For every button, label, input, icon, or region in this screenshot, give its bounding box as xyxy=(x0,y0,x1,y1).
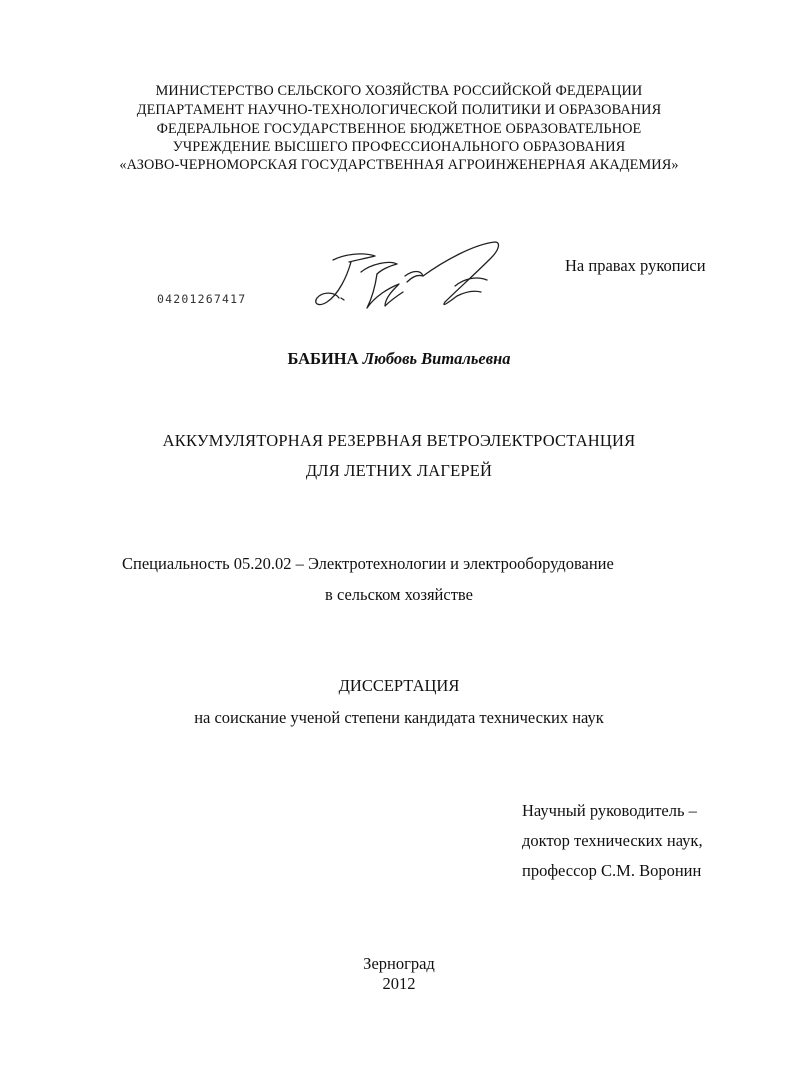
author-given-names: Любовь Витальевна xyxy=(362,349,511,368)
author-surname: БАБИНА xyxy=(287,349,359,368)
supervisor-degree: доктор технических наук, xyxy=(522,831,703,850)
document-type-subheading: на соискание ученой степени кандидата технических наук xyxy=(194,708,604,727)
footer-city: Зерноград xyxy=(363,954,435,973)
signature-stroke-7 xyxy=(423,242,498,304)
document-type-heading: ДИССЕРТАЦИЯ xyxy=(338,676,460,695)
signature-stroke-6 xyxy=(405,272,423,283)
specialty-line1: Специальность 05.20.02 – Электротехнологии и электрооборудование xyxy=(122,554,614,573)
manuscript-rights-note: На правах рукописи xyxy=(565,256,706,275)
registration-number: 04201267417 xyxy=(157,292,247,306)
signature-stroke-5 xyxy=(367,274,403,308)
handwritten-signature xyxy=(305,236,505,326)
signature-stroke-2 xyxy=(316,262,351,305)
header-line-department: ДЕПАРТАМЕНТ НАУЧНО-ТЕХНОЛОГИЧЕСКОЙ ПОЛИТИКИ И ОБРАЗОВАНИЯ xyxy=(136,102,662,118)
specialty-line2: в сельском хозяйстве xyxy=(325,585,473,604)
header-line-academy: «АЗОВО-ЧЕРНОМОРСКАЯ ГОСУДАРСТВЕННАЯ АГРОИНЖЕНЕРНАЯ АКАДЕМИЯ» xyxy=(119,157,679,173)
signature-stroke-3 xyxy=(341,298,344,300)
supervisor-name: профессор С.М. Воронин xyxy=(522,861,702,880)
supervisor-label: Научный руководитель – xyxy=(522,801,697,820)
dissertation-title-line1: АККУМУЛЯТОРНАЯ РЕЗЕРВНАЯ ВЕТРОЭЛЕКТРОСТАНЦИЯ xyxy=(162,431,636,450)
footer-year: 2012 xyxy=(382,974,416,993)
dissertation-title-line2: ДЛЯ ЛЕТНИХ ЛАГЕРЕЙ xyxy=(305,461,493,480)
signature-stroke-1 xyxy=(333,254,375,262)
header-line-federal: ФЕДЕРАЛЬНОЕ ГОСУДАРСТВЕННОЕ БЮДЖЕТНОЕ ОБРАЗОВАТЕЛЬНОЕ xyxy=(156,121,642,137)
signature-stroke-4 xyxy=(361,262,397,274)
header-line-institution: УЧРЕЖДЕНИЕ ВЫСШЕГО ПРОФЕССИОНАЛЬНОГО ОБРАЗОВАНИЯ xyxy=(172,139,626,155)
signature-stroke-8 xyxy=(455,278,487,286)
header-line-ministry: МИНИСТЕРСТВО СЕЛЬСКОГО ХОЗЯЙСТВА РОССИЙСКОЙ ФЕДЕРАЦИИ xyxy=(155,83,643,99)
author-name xyxy=(0,349,798,369)
